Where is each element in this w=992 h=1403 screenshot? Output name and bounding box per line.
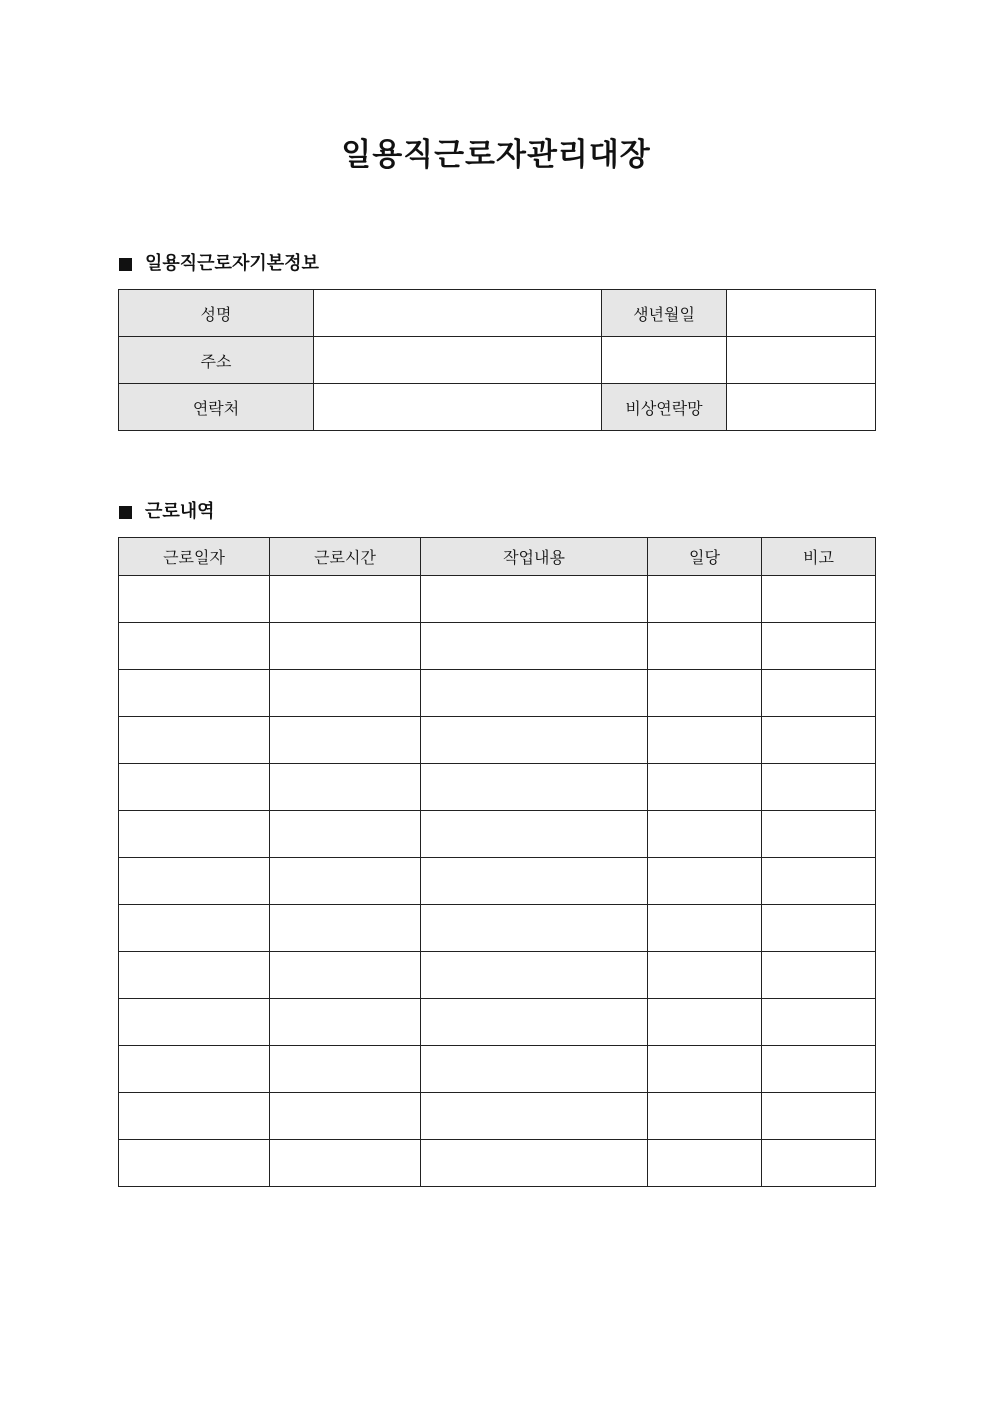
work-hours-cell[interactable] xyxy=(270,764,421,811)
address-label: 주소 xyxy=(119,337,314,384)
basic-info-row-contact xyxy=(119,384,876,431)
emergency-contact-field[interactable] xyxy=(727,384,876,431)
work-history-header-row xyxy=(119,538,876,576)
work-description-cell[interactable] xyxy=(421,576,648,623)
work-history-table xyxy=(118,537,876,1187)
basic-info-heading-text: 일용직근로자기본정보 xyxy=(145,253,319,274)
work-date-cell[interactable] xyxy=(119,811,270,858)
remarks-cell[interactable] xyxy=(762,1046,876,1093)
work-date-cell[interactable] xyxy=(119,1046,270,1093)
table-row xyxy=(119,623,876,670)
remarks-cell[interactable] xyxy=(762,811,876,858)
contact-label: 연락처 xyxy=(119,384,314,431)
work-description-cell[interactable] xyxy=(421,999,648,1046)
table-row xyxy=(119,1093,876,1140)
table-row xyxy=(119,670,876,717)
work-hours-cell[interactable] xyxy=(270,905,421,952)
daily-wage-cell[interactable] xyxy=(648,1093,762,1140)
daily-wage-cell[interactable] xyxy=(648,952,762,999)
table-row xyxy=(119,1140,876,1187)
work-hours-cell[interactable] xyxy=(270,999,421,1046)
remarks-cell[interactable] xyxy=(762,670,876,717)
table-row xyxy=(119,764,876,811)
address-extra-cell[interactable] xyxy=(602,337,727,384)
work-date-cell[interactable] xyxy=(119,717,270,764)
basic-info-row-name xyxy=(119,290,876,337)
work-history-body xyxy=(119,576,876,1187)
daily-wage-cell[interactable] xyxy=(648,717,762,764)
work-hours-cell[interactable] xyxy=(270,952,421,999)
remarks-cell[interactable] xyxy=(762,952,876,999)
table-row xyxy=(119,576,876,623)
work-description-cell[interactable] xyxy=(421,811,648,858)
work-description-cell[interactable] xyxy=(421,905,648,952)
daily-wage-cell[interactable] xyxy=(648,1046,762,1093)
remarks-cell[interactable] xyxy=(762,905,876,952)
column-header-work-description: 작업내용 xyxy=(421,538,648,576)
address-field[interactable] xyxy=(314,337,602,384)
work-date-cell[interactable] xyxy=(119,576,270,623)
table-row xyxy=(119,1046,876,1093)
work-description-cell[interactable] xyxy=(421,764,648,811)
work-date-cell[interactable] xyxy=(119,670,270,717)
work-description-cell[interactable] xyxy=(421,1093,648,1140)
work-description-cell[interactable] xyxy=(421,717,648,764)
column-header-remarks: 비고 xyxy=(762,538,876,576)
square-bullet-icon xyxy=(119,258,132,271)
work-description-cell[interactable] xyxy=(421,623,648,670)
basic-info-table xyxy=(118,289,876,431)
remarks-cell[interactable] xyxy=(762,764,876,811)
table-row xyxy=(119,717,876,764)
work-hours-cell[interactable] xyxy=(270,1140,421,1187)
work-description-cell[interactable] xyxy=(421,1140,648,1187)
table-row xyxy=(119,811,876,858)
daily-wage-cell[interactable] xyxy=(648,1140,762,1187)
daily-wage-cell[interactable] xyxy=(648,999,762,1046)
table-row xyxy=(119,999,876,1046)
table-row xyxy=(119,905,876,952)
name-field[interactable] xyxy=(314,290,602,337)
page-title: 일용직근로자관리대장 xyxy=(341,137,651,173)
name-label: 성명 xyxy=(119,290,314,337)
work-hours-cell[interactable] xyxy=(270,1093,421,1140)
work-hours-cell[interactable] xyxy=(270,858,421,905)
emergency-contact-label: 비상연락망 xyxy=(602,384,727,431)
work-history-heading xyxy=(119,500,215,524)
daily-wage-cell[interactable] xyxy=(648,811,762,858)
work-hours-cell[interactable] xyxy=(270,1046,421,1093)
basic-info-heading xyxy=(119,252,319,276)
birthdate-label: 생년월일 xyxy=(602,290,727,337)
work-date-cell[interactable] xyxy=(119,1140,270,1187)
remarks-cell[interactable] xyxy=(762,576,876,623)
column-header-daily-wage: 일당 xyxy=(648,538,762,576)
work-hours-cell[interactable] xyxy=(270,717,421,764)
work-description-cell[interactable] xyxy=(421,952,648,999)
work-date-cell[interactable] xyxy=(119,999,270,1046)
work-date-cell[interactable] xyxy=(119,1093,270,1140)
contact-field[interactable] xyxy=(314,384,602,431)
daily-wage-cell[interactable] xyxy=(648,576,762,623)
address-extra-cell-2[interactable] xyxy=(727,337,876,384)
daily-wage-cell[interactable] xyxy=(648,764,762,811)
work-date-cell[interactable] xyxy=(119,905,270,952)
remarks-cell[interactable] xyxy=(762,717,876,764)
remarks-cell[interactable] xyxy=(762,999,876,1046)
work-date-cell[interactable] xyxy=(119,623,270,670)
work-history-heading-text: 근로내역 xyxy=(145,501,215,522)
daily-wage-cell[interactable] xyxy=(648,905,762,952)
table-row xyxy=(119,952,876,999)
remarks-cell[interactable] xyxy=(762,858,876,905)
work-description-cell[interactable] xyxy=(421,670,648,717)
work-hours-cell[interactable] xyxy=(270,670,421,717)
work-description-cell[interactable] xyxy=(421,1046,648,1093)
column-header-work-date: 근로일자 xyxy=(119,538,270,576)
table-row xyxy=(119,858,876,905)
work-date-cell[interactable] xyxy=(119,952,270,999)
remarks-cell[interactable] xyxy=(762,1140,876,1187)
work-date-cell[interactable] xyxy=(119,858,270,905)
work-date-cell[interactable] xyxy=(119,764,270,811)
square-bullet-icon xyxy=(119,506,132,519)
column-header-work-hours: 근로시간 xyxy=(270,538,421,576)
daily-wage-cell[interactable] xyxy=(648,623,762,670)
remarks-cell[interactable] xyxy=(762,623,876,670)
work-description-cell[interactable] xyxy=(421,858,648,905)
remarks-cell[interactable] xyxy=(762,1093,876,1140)
work-hours-cell[interactable] xyxy=(270,576,421,623)
birthdate-field[interactable] xyxy=(727,290,876,337)
work-hours-cell[interactable] xyxy=(270,623,421,670)
daily-wage-cell[interactable] xyxy=(648,670,762,717)
work-hours-cell[interactable] xyxy=(270,811,421,858)
basic-info-row-address xyxy=(119,337,876,384)
daily-wage-cell[interactable] xyxy=(648,858,762,905)
